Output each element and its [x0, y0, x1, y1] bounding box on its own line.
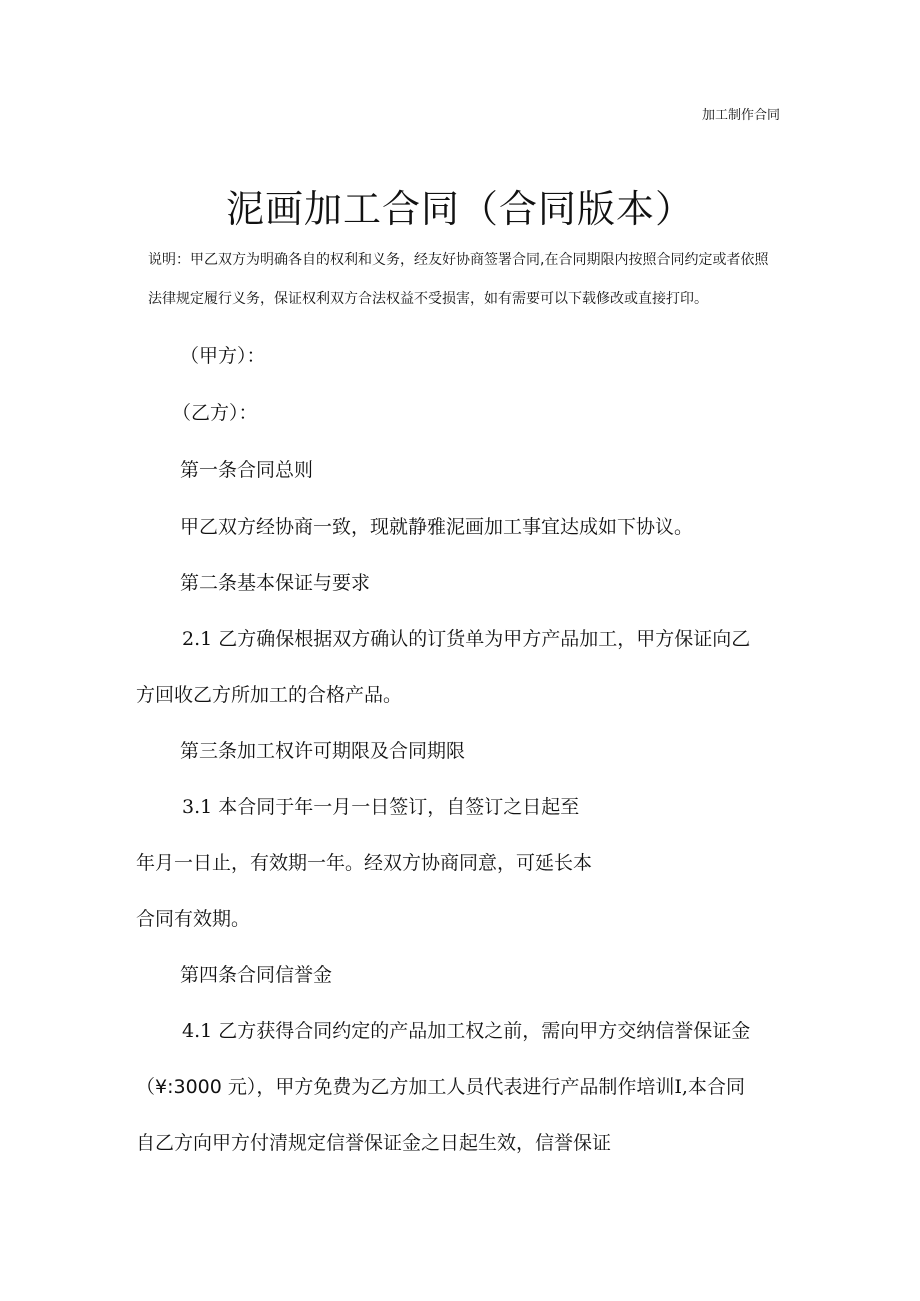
- running-header: 加工制作合同: [702, 108, 781, 123]
- document-title: 泥画加工合同（合同版本）: [225, 187, 694, 231]
- clause-text: （¥:3000 元），甲方免费为乙方加工人员代表进行产品制作培训: [136, 1076, 675, 1098]
- clause-text: 本合同于年一月一日签订，自签订之日起至: [218, 796, 580, 818]
- clause-text-roman: I,: [674, 1076, 688, 1098]
- clause-text: 乙方确保根据双方确认的订货单为甲方产品加工，甲方保证向乙: [218, 628, 751, 650]
- clause-2-1-line-1: [182, 624, 750, 651]
- article-4-heading: 第四条合同信誉金: [180, 964, 333, 986]
- note-line-2: 法律规定履行义务，保证权利双方合法权益不受损害，如有需要可以下载修改或直接打印。: [148, 291, 708, 307]
- article-1-heading: 第一条合同总则: [180, 459, 314, 481]
- party-b-label: （乙方）：: [172, 402, 258, 424]
- article-2-heading: 第二条基本保证与要求: [180, 572, 371, 594]
- clause-3-1-line-3: 合同有效期。: [136, 908, 251, 930]
- clause-text: 乙方获得合同约定的产品加工权之前，需向甲方交纳信誉保证金: [218, 1020, 751, 1042]
- article-3-heading: 第三条加工权许可期限及合同期限: [180, 740, 466, 762]
- clause-4-1-line-3: 自乙方向甲方付清规定信誉保证金之日起生效，信誉保证: [136, 1132, 612, 1154]
- clause-3-1-line-1: [182, 792, 579, 819]
- clause-number: 3.1: [182, 796, 213, 818]
- clause-4-1-line-1: [182, 1016, 750, 1043]
- party-a-label: （甲方）：: [180, 345, 266, 367]
- clause-4-1-line-2: [136, 1072, 745, 1099]
- clause-2-1-line-2: 方回收乙方所加工的合格产品。: [136, 684, 403, 706]
- clause-text: 本合同: [687, 1076, 745, 1098]
- note-line-1: 说明：甲乙双方为明确各自的权利和义务，经友好协商签署合同,在合同期限内按照合同约定或者依照: [148, 252, 769, 268]
- clause-number: 4.1: [182, 1020, 213, 1042]
- clause-3-1-line-2: 年月一日止，有效期一年。经双方协商同意，可延长本: [136, 852, 593, 874]
- clause-number: 2.1: [182, 628, 213, 650]
- article-1-text: 甲乙双方经协商一致，现就静雅泥画加工事宜达成如下协议。: [180, 516, 694, 538]
